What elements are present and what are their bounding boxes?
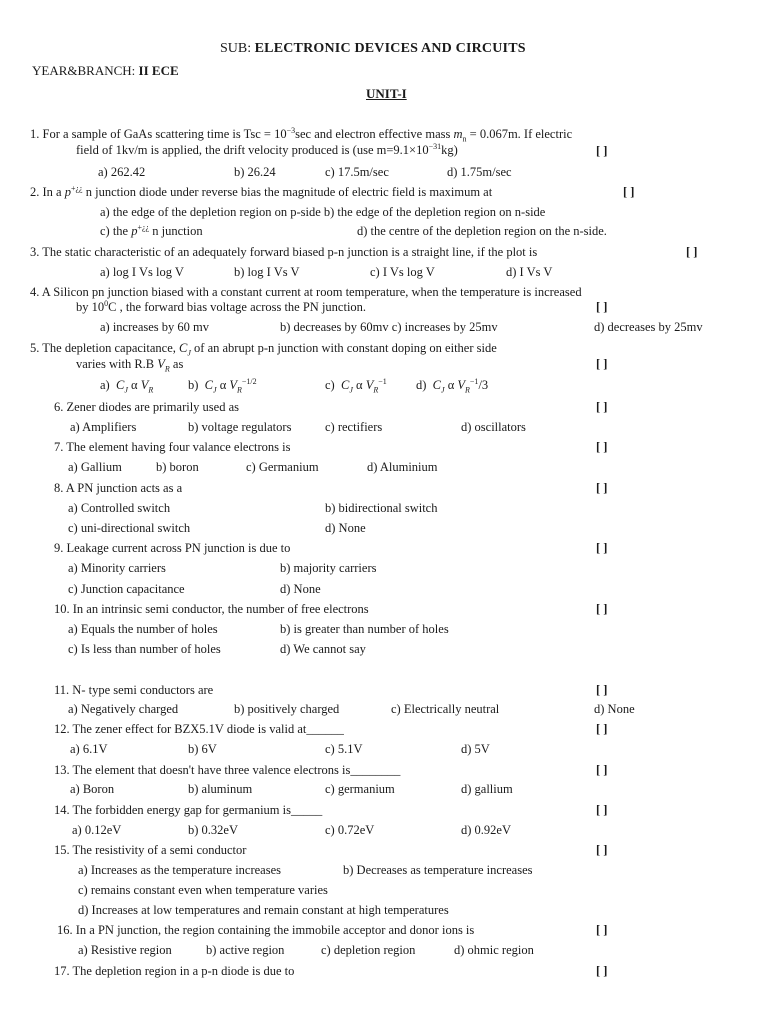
question-1 <box>30 127 572 142</box>
q16-option-c: c) depletion region <box>321 943 416 957</box>
q1-text-c: = 0.067m. If electric <box>469 127 573 141</box>
q5-opt-a-alpha: α <box>131 378 138 392</box>
q9-option-d: d) None <box>280 582 321 596</box>
q5-option-d <box>416 378 488 393</box>
q2-option-c <box>100 224 203 239</box>
q11-option-c: c) Electrically neutral <box>391 702 500 716</box>
q2-option-d: d) the centre of the depletion region on the n-side. <box>357 224 607 238</box>
subject-line <box>220 41 526 57</box>
answer-box-2: [ ] <box>623 185 635 199</box>
q4-option-a: a) increases by 60 mv <box>100 320 209 334</box>
q5-text-a: 5. The depletion capacitance, <box>30 341 176 355</box>
q2-option-c-tail: n junction <box>152 224 203 238</box>
branch-line <box>32 63 179 79</box>
q10-option-a: a) Equals the number of holes <box>68 622 218 636</box>
q10-option-b: b) is greater than number of holes <box>280 622 449 636</box>
q7-option-d: d) Aluminium <box>367 460 438 474</box>
q15-option-b: b) Decreases as temperature increases <box>343 863 533 877</box>
q10-option-d: d) We cannot say <box>280 642 366 656</box>
q15-option-c: c) remains constant even when temperature varies <box>78 883 328 897</box>
q12-option-a: a) 6.1V <box>70 742 108 756</box>
answer-box-6: [ ] <box>596 400 608 414</box>
q1-text-b: sec and electron effective mass <box>295 127 451 141</box>
q5-opt-b-label: b) <box>188 378 199 392</box>
q11-option-a: a) Negatively charged <box>68 702 179 716</box>
q5-opt-a-r: R <box>148 385 154 395</box>
q3-option-b: b) log I Vs V <box>234 265 300 279</box>
answer-box-4: [ ] <box>596 300 608 314</box>
branch-value: II ECE <box>138 63 179 78</box>
q5-opt-d-j: J <box>441 385 445 395</box>
question-3: 3. The static characteristic of an adequately forward biased p-n junction is a straight line, if the plot is <box>30 245 538 259</box>
q5-opt-a-j: J <box>124 385 128 395</box>
answer-box-14: [ ] <box>596 803 608 817</box>
q16-option-a: a) Resistive region <box>78 943 172 957</box>
q14-option-a: a) 0.12eV <box>72 823 122 837</box>
unit-title: UNIT-I <box>366 86 407 101</box>
q5-opt-d-tail: /3 <box>478 378 489 392</box>
answer-box-11: [ ] <box>596 683 608 697</box>
question-4-cont <box>76 300 366 315</box>
q5-opt-b-j: J <box>213 385 217 395</box>
q5-opt-b-alpha: α <box>219 378 227 392</box>
q16-option-b: b) active region <box>206 943 285 957</box>
q14-option-b: b) 0.32eV <box>188 823 238 837</box>
q1-option-c: c) 17.5m/sec <box>325 165 389 179</box>
q9-option-b: b) majority carriers <box>280 561 377 575</box>
q1-option-a: a) 262.42 <box>98 165 146 179</box>
answer-box-12: [ ] <box>596 722 608 736</box>
q5-symbol-v: V <box>157 357 165 371</box>
q7-option-b: b) boron <box>156 460 199 474</box>
q6-option-c: c) rectifiers <box>325 420 383 434</box>
q14-option-c: c) 0.72eV <box>325 823 375 837</box>
answer-box-8: [ ] <box>596 481 608 495</box>
q4-option-bc: b) decreases by 60mv c) increases by 25mv <box>280 320 498 334</box>
q4-text-a: by 10 <box>76 300 105 314</box>
q5-opt-a-c: C <box>115 378 125 392</box>
q11-option-b: b) positively charged <box>234 702 340 716</box>
q3-option-c: c) I Vs log V <box>370 265 435 279</box>
answer-box-9: [ ] <box>596 541 608 555</box>
q1-option-b: b) 26.24 <box>234 165 276 179</box>
q4-degree: 0 <box>104 298 109 308</box>
q1-symbol-m: m <box>453 127 463 141</box>
q10-option-c: c) Is less than number of holes <box>68 642 221 656</box>
q5-opt-c-v: V <box>365 378 374 392</box>
question-11: 11. N- type semi conductors are <box>54 683 214 697</box>
q14-option-d: d) 0.92eV <box>461 823 511 837</box>
answer-box-3: [ ] <box>686 245 698 259</box>
q4-text-b: C , the forward bias voltage across the PN junction. <box>108 300 367 314</box>
q8-option-a: a) Controlled switch <box>68 501 171 515</box>
q6-option-d: d) oscillators <box>461 420 526 434</box>
q2-superscript: +¿¿ <box>70 183 83 193</box>
q8-option-c: c) uni-directional switch <box>68 521 191 535</box>
q5-opt-c-c: C <box>340 378 350 392</box>
q13-option-a: a) Boron <box>70 782 115 796</box>
answer-box-5: [ ] <box>596 357 608 371</box>
answer-box-13: [ ] <box>596 763 608 777</box>
q1-text-e: kg) <box>441 143 458 157</box>
q4-option-d: d) decreases by 25mv <box>594 320 703 334</box>
answer-box-10: [ ] <box>596 602 608 616</box>
q5-opt-b-c: C <box>204 378 214 392</box>
q8-option-d: d) None <box>325 521 366 535</box>
q2-text-a: 2. In a <box>30 185 62 199</box>
q6-option-a: a) Amplifiers <box>70 420 137 434</box>
q5-opt-c-exp: −1 <box>378 376 387 386</box>
q12-option-b: b) 6V <box>188 742 217 756</box>
question-10: 10. In an intrinsic semi conductor, the number of free electrons <box>54 602 369 616</box>
answer-box-7: [ ] <box>596 440 608 454</box>
question-9: 9. Leakage current across PN junction is due to <box>54 541 291 555</box>
subject-title: ELECTRONIC DEVICES AND CIRCUITS <box>254 41 526 56</box>
question-4: 4. A Silicon pn junction biased with a constant current at room temperature, when the temperature is increased <box>30 285 582 299</box>
q9-option-c: c) Junction capacitance <box>68 582 185 596</box>
q5-text-d: as <box>172 357 184 371</box>
q12-option-d: d) 5V <box>461 742 490 756</box>
answer-box-1: [ ] <box>596 144 608 158</box>
q5-opt-c-r: R <box>373 385 379 395</box>
q5-symbol-c: C <box>179 341 188 355</box>
question-1-cont <box>76 143 458 158</box>
q7-option-c: c) Germanium <box>246 460 319 474</box>
subject-label: SUB: <box>220 41 252 56</box>
q5-opt-d-r: R <box>465 385 470 395</box>
q2-option-c-symbol: p <box>131 224 138 238</box>
q3-option-d: d) I Vs V <box>506 265 553 279</box>
q5-opt-c-j: J <box>349 385 353 395</box>
question-5-cont <box>76 357 183 372</box>
q2-option-c-sup: +¿¿ <box>137 222 150 232</box>
q5-opt-b-r: R <box>237 385 242 395</box>
q5-text-b: of an abrupt p-n junction with constant doping on either side <box>194 341 497 355</box>
q1-option-d: d) 1.75m/sec <box>447 165 512 179</box>
q3-option-a: a) log I Vs log V <box>100 265 184 279</box>
q5-opt-d-label: d) <box>416 378 427 392</box>
answer-box-15: [ ] <box>596 843 608 857</box>
q5-option-b <box>188 378 257 393</box>
q2-options-ab: a) the edge of the depletion region on p-side b) the edge of the depletion region on n-side <box>100 205 546 219</box>
branch-label: YEAR&BRANCH: <box>32 63 136 78</box>
q2-symbol-p: p <box>64 185 71 199</box>
q11-option-d: d) None <box>594 702 635 716</box>
q5-opt-a-v: V <box>140 378 149 392</box>
q5-opt-b-v: V <box>229 378 238 392</box>
q5-opt-b-exp: −1/2 <box>241 376 257 386</box>
question-12: 12. The zener effect for BZX5.1V diode is valid at______ <box>54 722 344 736</box>
question-17: 17. The depletion region in a p-n diode is due to <box>54 964 295 978</box>
q5-text-c: varies with R.B <box>76 357 155 371</box>
q15-option-d: d) Increases at low temperatures and remain constant at high temperatures <box>78 903 449 917</box>
question-7: 7. The element having four valance electrons is <box>54 440 291 454</box>
q2-option-c-text: c) the <box>100 224 129 238</box>
q8-option-b: b) bidirectional switch <box>325 501 438 515</box>
q15-option-a: a) Increases as the temperature increases <box>78 863 282 877</box>
q6-option-b: b) voltage regulators <box>188 420 292 434</box>
question-15: 15. The resistivity of a semi conductor <box>54 843 247 857</box>
q5-symbol-j: J <box>187 348 191 358</box>
question-13: 13. The element that doesn't have three valence electrons is________ <box>54 763 401 777</box>
q5-option-a <box>100 378 153 393</box>
q1-text-d: field of 1kv/m is applied, the drift velocity produced is (use m=9.1×10 <box>76 143 429 157</box>
q12-option-c: c) 5.1V <box>325 742 363 756</box>
q13-option-c: c) germanium <box>325 782 395 796</box>
q5-opt-d-v: V <box>457 378 466 392</box>
q1-exponent-2: −31 <box>428 141 442 151</box>
q5-opt-a-label: a) <box>100 378 110 392</box>
q5-option-c <box>325 378 387 393</box>
question-16: 16. In a PN junction, the region containing the immobile acceptor and donor ions is <box>57 923 475 937</box>
q5-symbol-r: R <box>164 364 170 374</box>
q5-opt-c-alpha: α <box>356 378 363 392</box>
q1-exponent: −3 <box>286 125 296 135</box>
question-6: 6. Zener diodes are primarily used as <box>54 400 240 414</box>
question-5 <box>30 341 497 356</box>
question-14: 14. The forbidden energy gap for germanium is_____ <box>54 803 323 817</box>
question-2 <box>30 185 492 200</box>
q16-option-d: d) ohmic region <box>454 943 534 957</box>
q1-text-a: 1. For a sample of GaAs scattering time is Tsc = 10 <box>30 127 287 141</box>
q9-option-a: a) Minority carriers <box>68 561 166 575</box>
q7-option-a: a) Gallium <box>68 460 122 474</box>
question-8: 8. A PN junction acts as a <box>54 481 183 495</box>
answer-box-17: [ ] <box>596 964 608 978</box>
q5-opt-d-exp: −1 <box>469 376 479 386</box>
q13-option-b: b) aluminum <box>188 782 253 796</box>
q5-opt-d-c: C <box>432 378 442 392</box>
q2-text-b: n junction diode under reverse bias the magnitude of electric field is maximum at <box>85 185 493 199</box>
q1-symbol-sub: n <box>462 134 467 144</box>
answer-box-16: [ ] <box>596 923 608 937</box>
q13-option-d: d) gallium <box>461 782 513 796</box>
q5-opt-d-alpha: α <box>447 378 455 392</box>
q5-opt-c-label: c) <box>325 378 335 392</box>
